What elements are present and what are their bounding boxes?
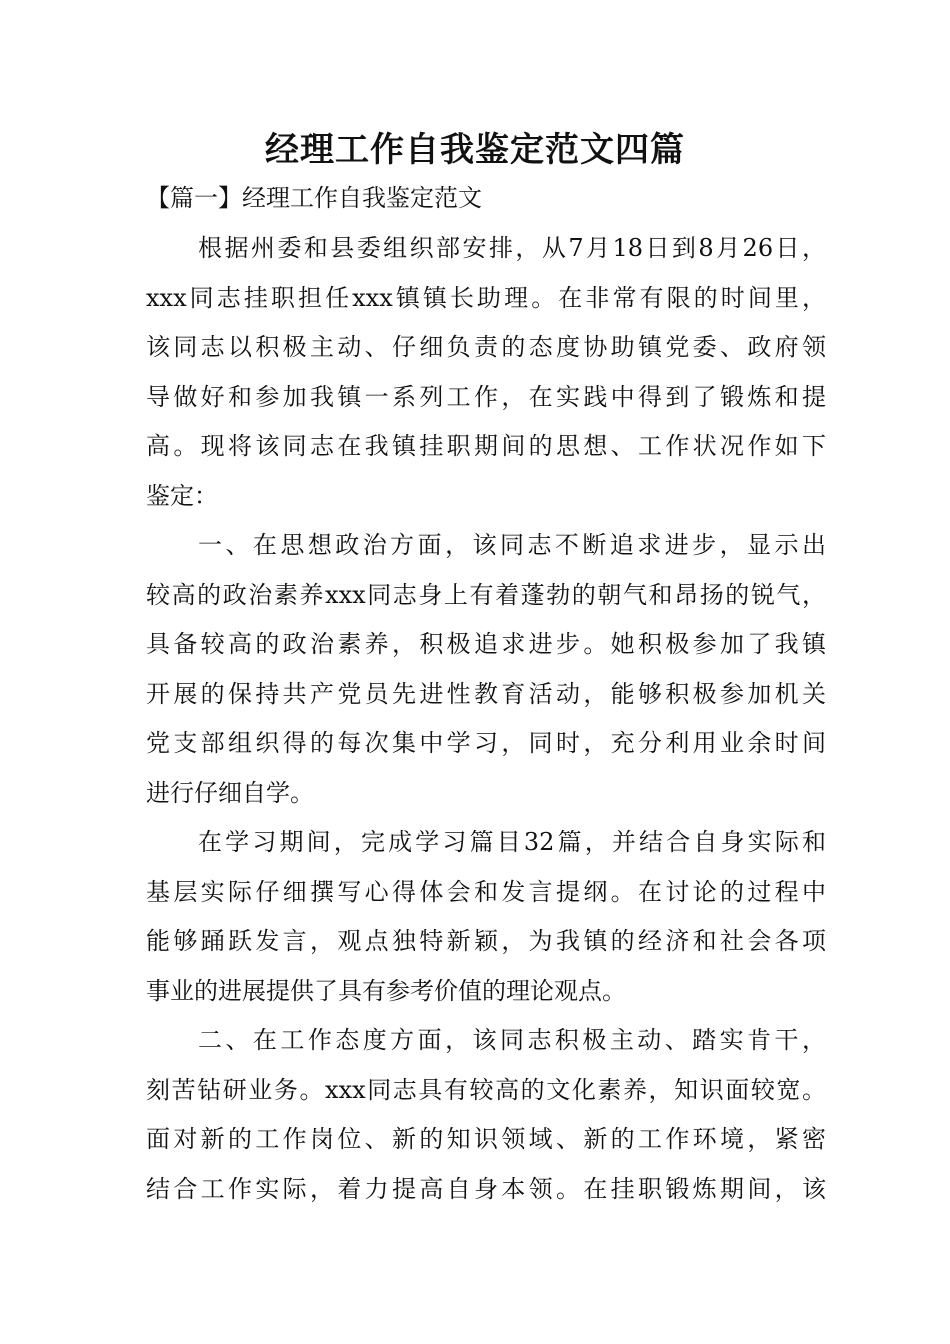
text-line: 具备较高的政治素养，积极追求进步。她积极参加了我镇 — [146, 630, 826, 658]
text-line: 刻苦钻研业务。xxx同志具有较高的文化素养，知识面较宽。 — [146, 1075, 826, 1104]
paragraph-1 — [146, 224, 826, 521]
paragraph-4 — [146, 1016, 826, 1214]
text-line: 党支部组织得的每次集中学习，同时，充分利用业余时间 — [146, 729, 826, 757]
text-line: 二、在工作态度方面，该同志积极主动、踏实肯干， — [198, 1026, 826, 1054]
text-line: 结合工作实际，着力提高自身本领。在挂职锻炼期间，该 — [146, 1174, 826, 1203]
text-line: 导做好和参加我镇一系列工作，在实践中得到了锻炼和提 — [146, 382, 826, 411]
text-line: 鉴定： — [146, 481, 218, 510]
text-line: xxx同志挂职担任xxx镇镇长助理。在非常有限的时间里， — [146, 283, 826, 312]
paragraph-3 — [146, 818, 826, 1016]
text-line: 较高的政治素养xxx同志身上有着蓬勃的朝气和昂扬的锐气， — [146, 580, 826, 609]
text-line: 基层实际仔细撰写心得体会和发言提纲。在讨论的过程中 — [146, 877, 826, 906]
text-line: 根据州委和县委组织部安排，从7月18日到8月26日， — [198, 234, 826, 262]
section-heading: 【篇一】经理工作自我鉴定范文 — [146, 184, 482, 212]
text-line: 能够踊跃发言，观点独特新颖，为我镇的经济和社会各项 — [146, 927, 826, 955]
text-line: 开展的保持共产党员先进性教育活动，能够积极参加机关 — [146, 679, 826, 708]
text-line: 面对新的工作岗位、新的知识领域、新的工作环境，紧密 — [146, 1125, 826, 1153]
text-line: 事业的进展提供了具有参考价值的理论观点。 — [146, 976, 626, 1005]
document-body — [146, 224, 826, 1214]
paragraph-2 — [146, 521, 826, 818]
document-title: 经理工作自我鉴定范文四篇 — [265, 130, 685, 170]
text-line: 高。现将该同志在我镇挂职期间的思想、工作状况作如下 — [146, 432, 826, 460]
text-line: 该同志以积极主动、仔细负责的态度协助镇党委、政府领 — [146, 333, 826, 361]
text-line: 进行仔细自学。 — [146, 778, 314, 807]
text-line: 在学习期间，完成学习篇目32篇，并结合自身实际和 — [198, 828, 826, 856]
text-line: 一、在思想政治方面，该同志不断追求进步，显示出 — [198, 531, 826, 559]
